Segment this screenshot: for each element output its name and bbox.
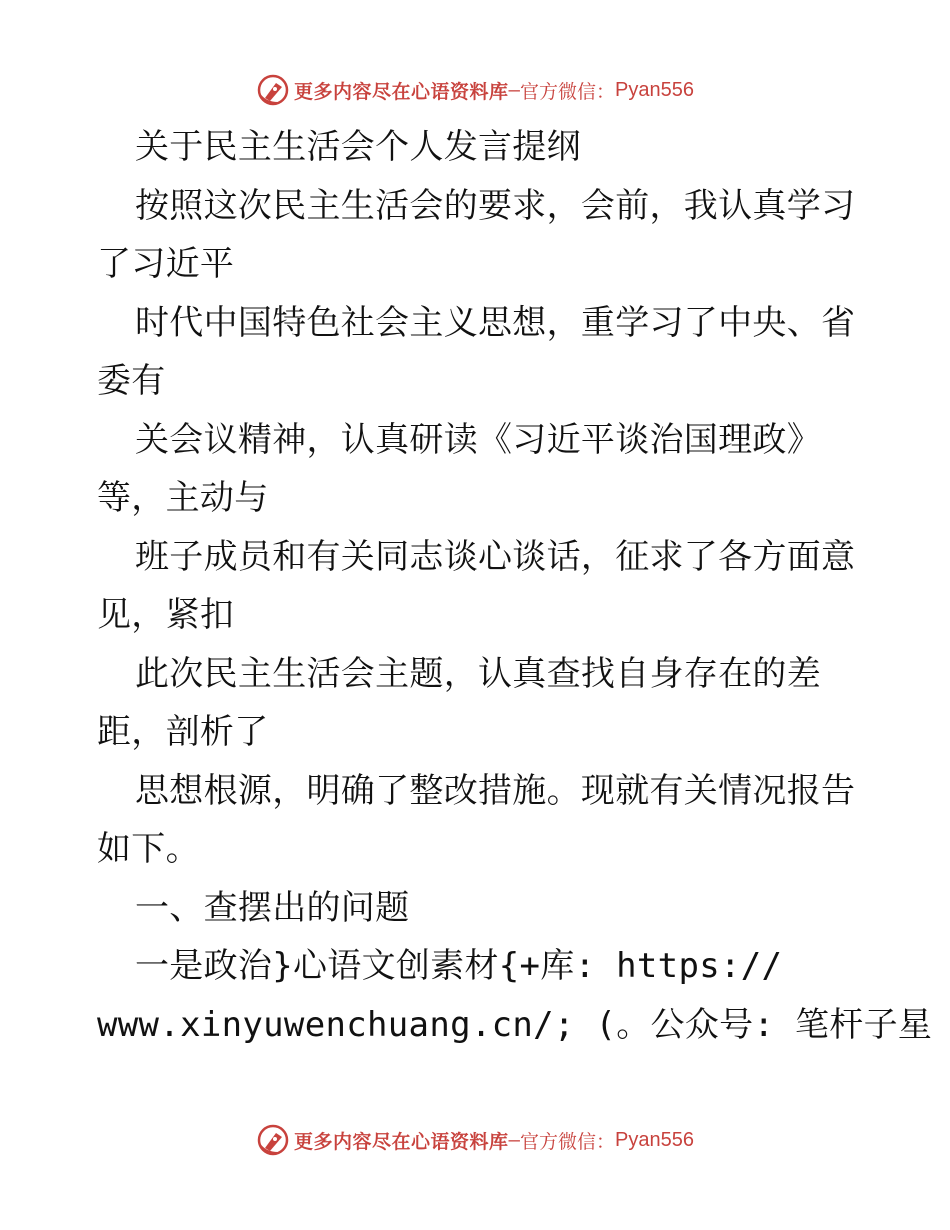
banner-dash: — — [508, 79, 520, 101]
body-line: 一是政治}心语文创素材{+库: https:// — [135, 946, 783, 986]
body-line: 委有 — [97, 361, 166, 401]
banner-wechat-label: 官方微信： — [519, 80, 615, 103]
body-line: 如下。 — [97, 829, 200, 869]
banner-wechat-id: Pyan556 — [615, 78, 694, 101]
body-line: 按照这次民主生活会的要求，会前，我认真学习 — [135, 185, 856, 226]
banner-wechat-label: 官方微信： — [519, 1130, 615, 1153]
pen-nib-logo-icon — [256, 73, 290, 107]
footer-banner — [0, 1120, 950, 1160]
banner-site-text: 更多内容尽在心语资料库 — [294, 1130, 509, 1153]
banner-wechat-id: Pyan556 — [615, 1128, 694, 1151]
body-line: 思想根源，明确了整改措施。现就有关情况报告 — [135, 770, 856, 811]
body-line: 等，主动与 — [97, 478, 269, 518]
pen-nib-logo-icon — [256, 1123, 290, 1157]
banner-dash: — — [508, 1129, 520, 1151]
body-line: 关会议精神，认真研读《习近平谈治国理政》 — [135, 419, 821, 460]
header-banner — [0, 70, 950, 110]
body-line: 距，剖析了 — [97, 712, 269, 752]
body-line: 见，紧扣 — [97, 595, 235, 635]
document-title: 关于民主生活会个人发言提纲 — [135, 127, 581, 167]
banner-site-text: 更多内容尽在心语资料库 — [294, 80, 509, 103]
body-line: 班子成员和有关同志谈心谈话，征求了各方面意 — [135, 536, 856, 577]
body-line: 此次民主生活会主题，认真查找自身存在的差 — [135, 653, 821, 694]
body-line: 了习近平 — [97, 244, 235, 284]
section-heading: 一、查摆出的问题 — [135, 887, 410, 928]
document-body — [97, 118, 933, 1054]
body-line: 时代中国特色社会主义思想，重学习了中央、省 — [135, 302, 856, 343]
body-line: www.xinyuwenchuang.cn/; (。公众号: 笔杆子星 — [97, 1004, 933, 1045]
